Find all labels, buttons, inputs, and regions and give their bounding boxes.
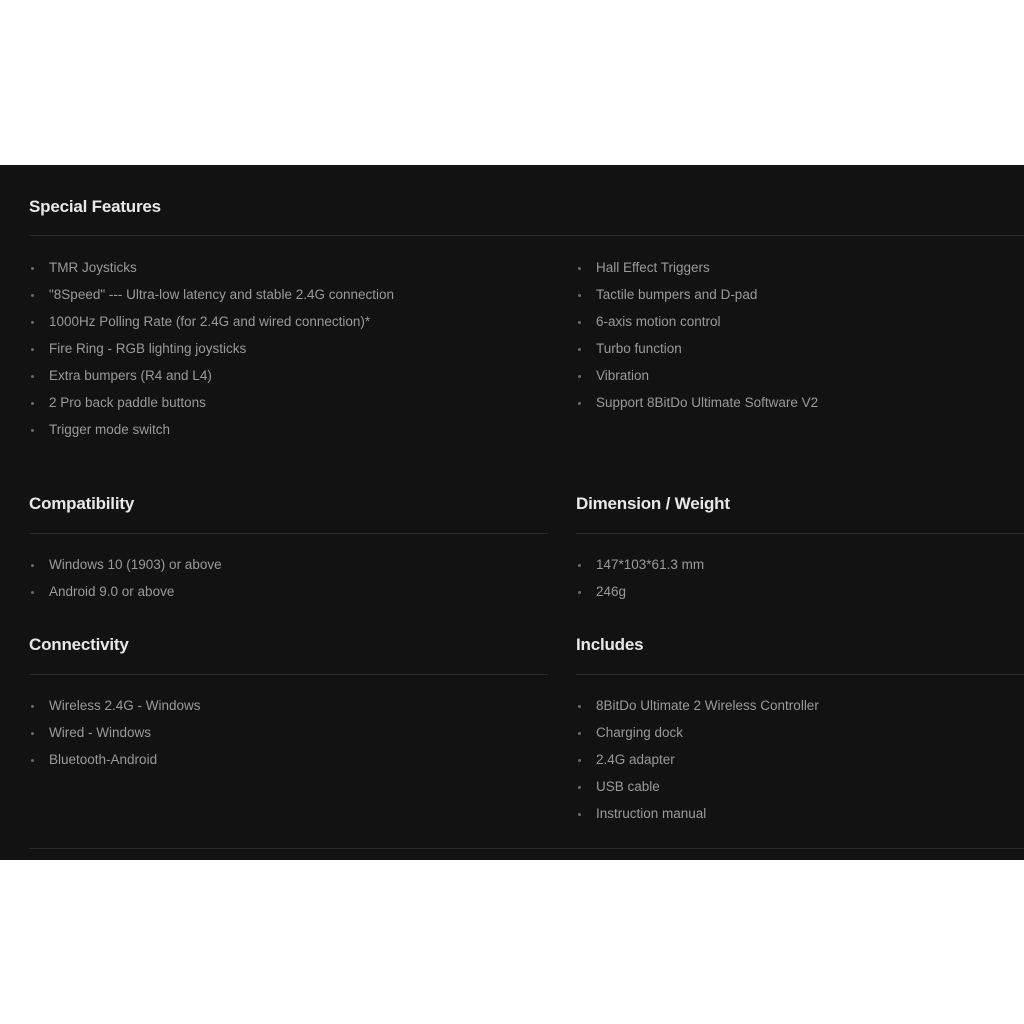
list-item: 2 Pro back paddle buttons — [29, 393, 394, 420]
list-item: 6-axis motion control — [576, 312, 818, 339]
list-item: 8BitDo Ultimate 2 Wireless Controller — [576, 696, 819, 723]
dimension-weight-list — [576, 555, 704, 609]
list-item: 2.4G adapter — [576, 750, 819, 777]
list-item: 1000Hz Polling Rate (for 2.4G and wired connection)* — [29, 312, 394, 339]
list-item: Bluetooth-Android — [29, 750, 201, 777]
includes-divider — [576, 674, 1024, 675]
list-item: Hall Effect Triggers — [576, 258, 818, 285]
connectivity-list — [29, 696, 201, 777]
list-item: Vibration — [576, 366, 818, 393]
special-features-title: Special Features — [29, 197, 161, 216]
list-item: Wired - Windows — [29, 723, 201, 750]
special-features-left-list — [29, 258, 394, 447]
list-item: Instruction manual — [576, 804, 819, 831]
list-item: Extra bumpers (R4 and L4) — [29, 366, 394, 393]
list-item: Wireless 2.4G - Windows — [29, 696, 201, 723]
includes-title: Includes — [576, 635, 644, 654]
list-item: USB cable — [576, 777, 819, 804]
list-item: Support 8BitDo Ultimate Software V2 — [576, 393, 818, 420]
list-item: Charging dock — [576, 723, 819, 750]
compatibility-list — [29, 555, 222, 609]
special-features-right-list — [576, 258, 818, 420]
connectivity-divider — [29, 674, 548, 675]
list-item: Trigger mode switch — [29, 420, 394, 447]
specs-panel — [0, 165, 1024, 860]
includes-list — [576, 696, 819, 831]
dimension-weight-divider — [576, 533, 1024, 534]
dimension-weight-title: Dimension / Weight — [576, 494, 730, 513]
list-item: Android 9.0 or above — [29, 582, 222, 609]
compatibility-title: Compatibility — [29, 494, 135, 513]
list-item: Fire Ring - RGB lighting joysticks — [29, 339, 394, 366]
list-item: Tactile bumpers and D-pad — [576, 285, 818, 312]
bottom-divider — [29, 848, 1024, 849]
list-item: Turbo function — [576, 339, 818, 366]
list-item: "8Speed" --- Ultra-low latency and stable 2.4G connection — [29, 285, 394, 312]
list-item: Windows 10 (1903) or above — [29, 555, 222, 582]
list-item: TMR Joysticks — [29, 258, 394, 285]
connectivity-title: Connectivity — [29, 635, 129, 654]
special-features-divider — [29, 235, 1024, 236]
list-item: 246g — [576, 582, 704, 609]
list-item: 147*103*61.3 mm — [576, 555, 704, 582]
compatibility-divider — [29, 533, 548, 534]
